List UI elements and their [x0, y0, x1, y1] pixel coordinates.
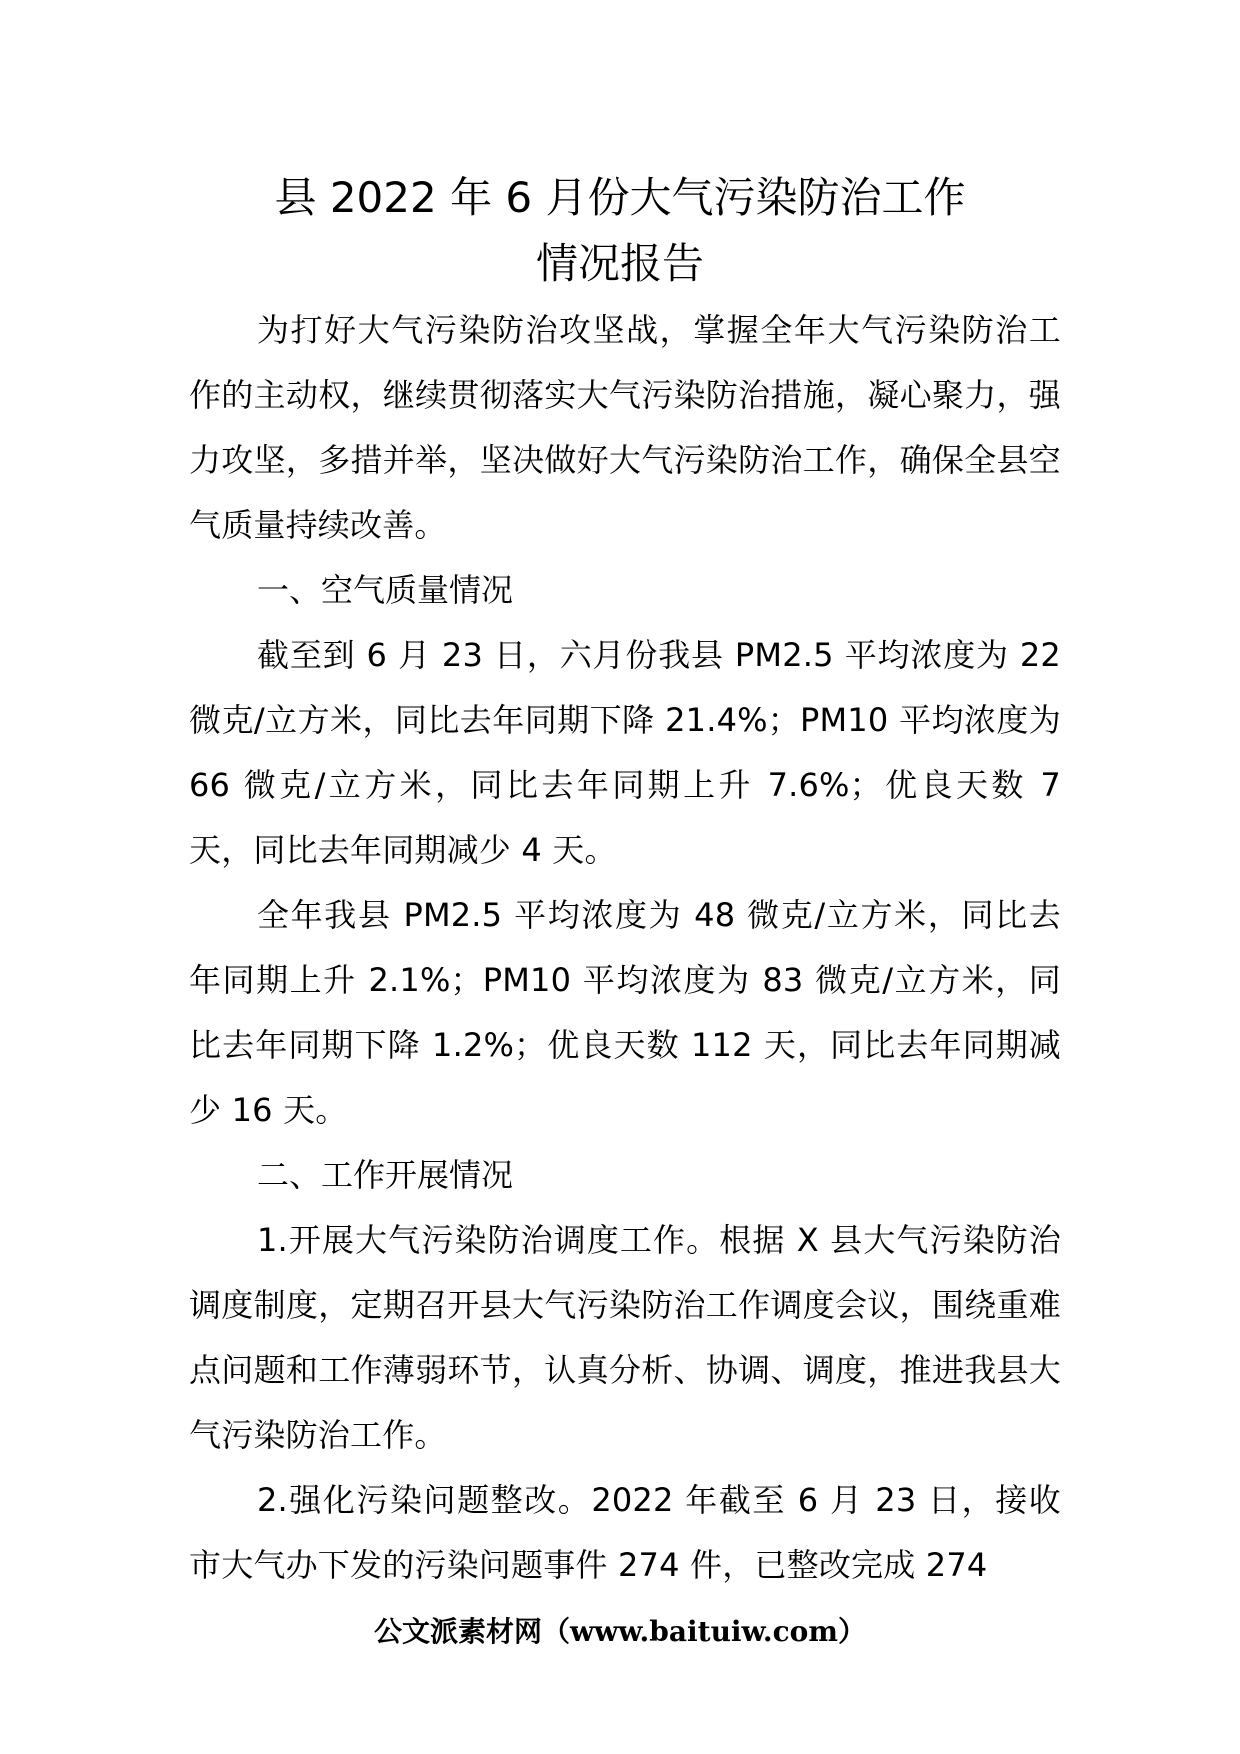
footer-watermark: 公文派素材网（www.baituiw.com） — [374, 1615, 866, 1648]
air-quality-year-paragraph: 全年我县 PM2.5 平均浓度为 48 微克/立方米，同比去年同期上升 2.1%；PM10 平均浓度为 83 微克/立方米，同比去年同期下降 1.2%；优良天数 112 天，同比去年同期减少 16 天。 — [189, 896, 1061, 1129]
document-title-line-1: 县 2022 年 6 月份大气污染防治工作 — [274, 173, 966, 222]
section-heading-work-progress: 二、工作开展情况 — [257, 1156, 514, 1194]
air-quality-june-paragraph: 截至到 6 月 23 日，六月份我县 PM2.5 平均浓度为 22 微克/立方米，同比去年同期下降 21.4%；PM10 平均浓度为 66 微克/立方米，同比去年同期上升 7.6%；优良天数 7 天，同比去年同期减少 4 天。 — [189, 636, 1061, 869]
intro-paragraph: 为打好大气污染防治攻坚战，掌握全年大气污染防治工作的主动权，继续贯彻落实大气污染防治措施，凝心聚力，强力攻坚，多措并举，坚决做好大气污染防治工作，确保全县空气质量持续改善。 — [189, 311, 1061, 544]
document-title-line-2: 情况报告 — [535, 239, 704, 288]
document-body — [189, 298, 1061, 1598]
section-heading-air-quality: 一、空气质量情况 — [257, 571, 514, 609]
work-item-1-paragraph: 1.开展大气污染防治调度工作。根据 X 县大气污染防治调度制度，定期召开县大气污染防治工作调度会议，围绕重难点问题和工作薄弱环节，认真分析、协调、调度，推进我县大气污染防治工作。 — [189, 1221, 1061, 1454]
work-item-2-paragraph: 2.强化污染问题整改。2022 年截至 6 月 23 日，接收市大气办下发的污染问题事件 274 件，已整改完成 274 — [189, 1481, 1061, 1584]
